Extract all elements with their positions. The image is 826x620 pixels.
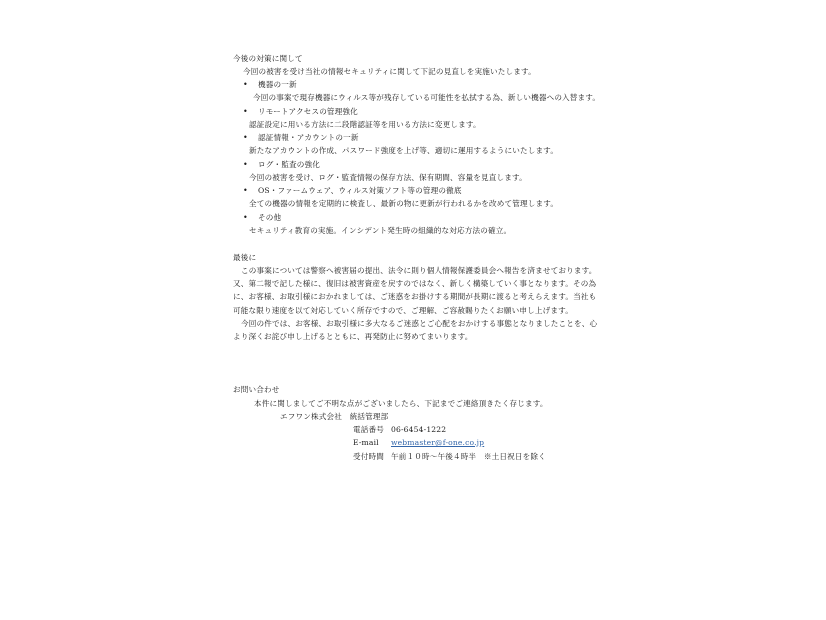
measures-heading: 今後の対策に関して xyxy=(233,54,303,63)
closing-line-3: に、お客様、お取引様におかれましては、ご迷惑をお掛けする期間が長期に渡ると考えらえます。当社も xyxy=(233,292,597,301)
measure-title-2: リモートアクセスの管理強化 xyxy=(258,107,358,116)
contact-heading: お問い合わせ xyxy=(233,385,280,394)
bullet-icon: • xyxy=(243,213,248,222)
measure-detail-6: セキュリティ教育の実施。インシデント発生時の組織的な対応方法の確立。 xyxy=(249,226,512,235)
bullet-icon: • xyxy=(243,133,248,142)
measures-intro: 今回の被害を受け当社の情報セキュリティに関して下記の見直しを実施いたします。 xyxy=(243,67,536,76)
bullet-icon: • xyxy=(243,80,248,89)
closing-line-6: より深くお詫び申し上げるとともに、再発防止に努めてまいります。 xyxy=(233,332,473,341)
measure-title-3: 認証情報・アカウントの一新 xyxy=(258,133,359,142)
measure-detail-1: 今回の事案で現存機器にウィルス等が残存している可能性を払拭する為、新しい機器への入替ます。 xyxy=(253,93,601,102)
email-link[interactable]: webmaster@f-one.co.jp xyxy=(391,438,485,447)
hours-value: 午前１０時〜午後４時半 ※土日祝日を除く xyxy=(391,452,546,461)
hours-label: 受付時間 xyxy=(353,452,384,461)
contact-org: エフワン株式会社 統括管理部 xyxy=(280,412,389,421)
measure-detail-5: 全ての機器の情報を定期的に検査し、最新の物に更新が行われるかを改めて管理します。 xyxy=(249,199,559,208)
bullet-icon: • xyxy=(243,160,248,169)
closing-line-4: 可能な限り速度を以て対応していく所存ですので、ご理解、ご容赦賜りたくお願い申し上げます。 xyxy=(233,306,573,315)
closing-line-5: 今回の件では、お客様、お取引様に多大なるご迷惑とご心配をおかけする事態となりましたことを、心 xyxy=(241,319,598,328)
measure-title-5: OS・ファームウェア、ウィルス対策ソフト等の管理の徹底 xyxy=(258,186,462,195)
closing-heading: 最後に xyxy=(233,253,257,262)
measure-detail-3: 新たなアカウントの作成、パスワード強度を上げ等、適切に運用するようにいたします。 xyxy=(249,146,559,155)
measure-detail-4: 今回の被害を受け、ログ・監査情報の保存方法、保有期間、容量を見直します。 xyxy=(249,173,527,182)
measure-detail-2: 認証設定に用いる方法に二段階認証等を用いる方法に変更します。 xyxy=(249,120,481,129)
bullet-icon: • xyxy=(243,186,248,195)
closing-line-1: この事案については警察へ被害届の提出、法令に則り個人情報保護委員会へ報告を済ませております。 xyxy=(241,266,597,275)
email-label: E-mail xyxy=(353,438,379,447)
measure-title-1: 機器の一新 xyxy=(258,80,297,89)
measure-title-6: その他 xyxy=(258,213,282,222)
measure-title-4: ログ・監査の強化 xyxy=(258,160,320,169)
bullet-icon: • xyxy=(243,107,248,116)
phone-number: 06-6454-1222 xyxy=(391,425,447,434)
closing-line-2: 又、第二報で記した様に、復旧は被害資産を戻すのではなく、新しく構築していく事となります。その為 xyxy=(233,279,597,288)
phone-label: 電話番号 xyxy=(353,425,384,434)
contact-intro: 本件に関しましてご不明な点がございましたら、下記までご連絡頂きたく存じます。 xyxy=(254,399,548,408)
